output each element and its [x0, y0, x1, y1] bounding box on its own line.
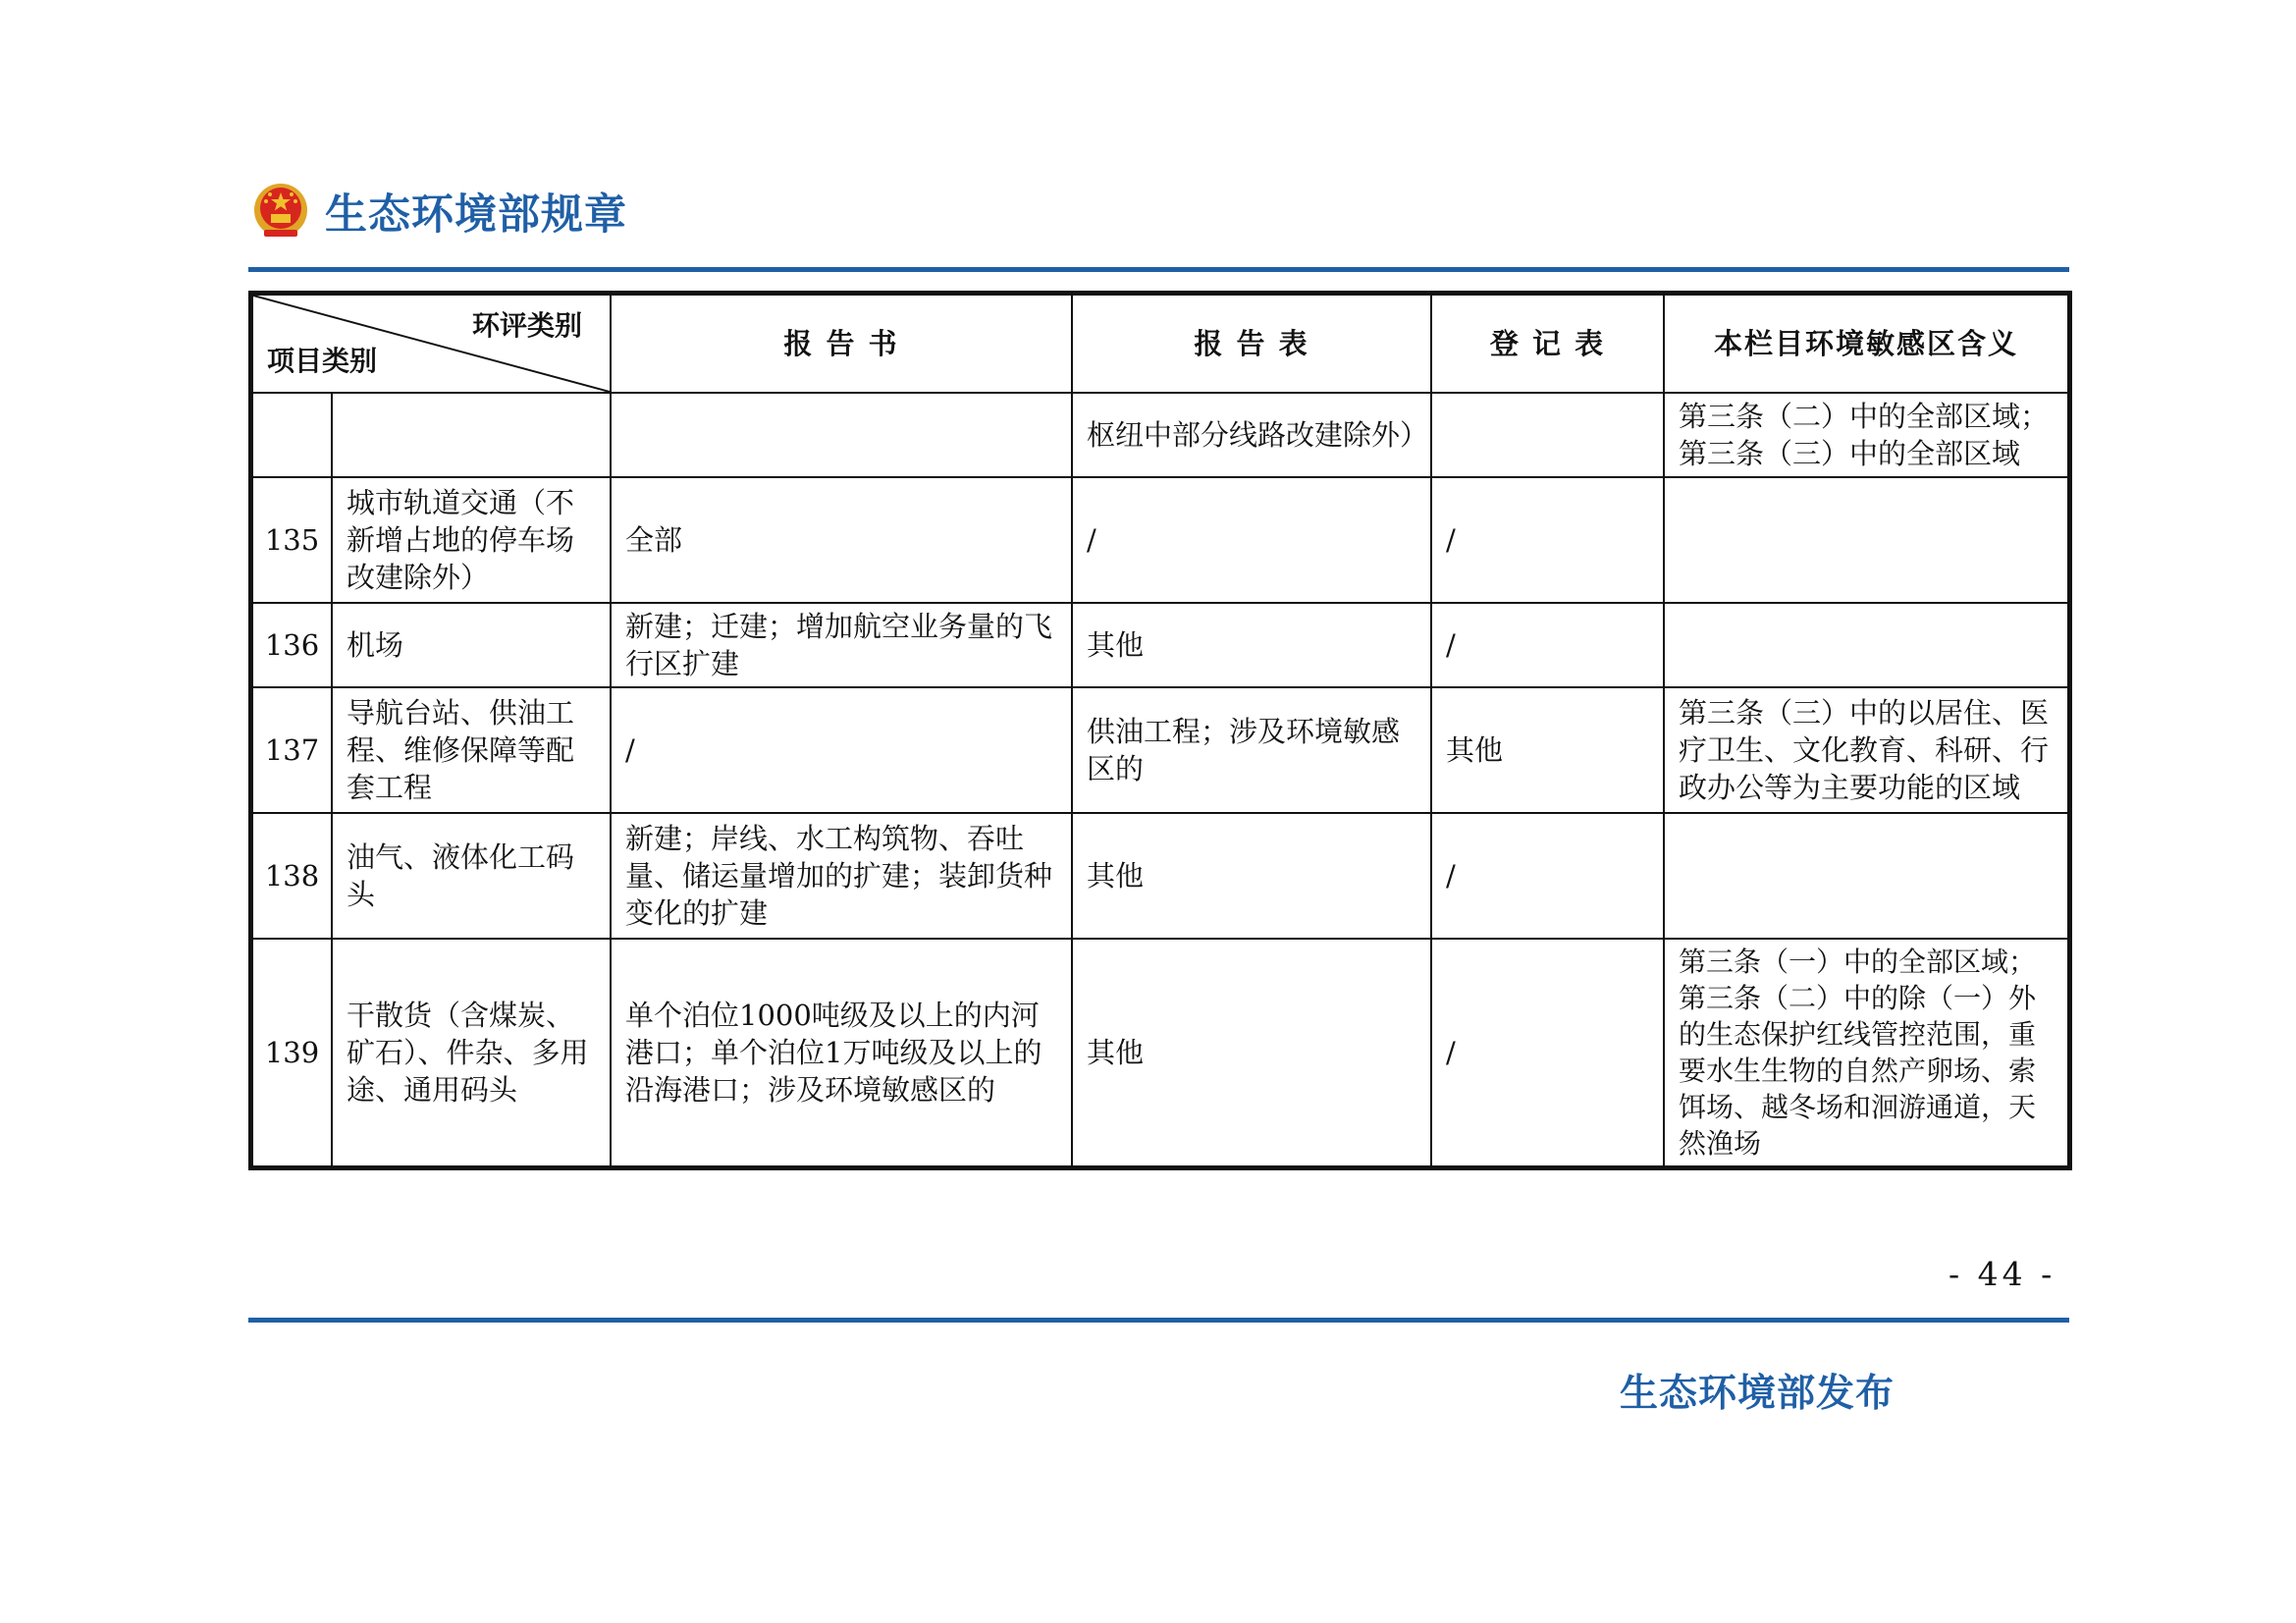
table-row: [252, 603, 2068, 687]
registration-cell: /: [1431, 939, 1664, 1166]
page-number: - 44 -: [1949, 1255, 2056, 1293]
registration-cell: /: [1431, 813, 1664, 939]
header-title: 生态环境部规章: [325, 189, 627, 240]
sensitive-area-cell: [1664, 603, 2068, 687]
project-category-label: 项目类别: [267, 345, 378, 377]
header-divider: [248, 267, 2069, 272]
sensitive-area-cell: 第三条（二）中的全部区域；第三条（三）中的全部区域: [1664, 393, 2068, 477]
report-form-cell: 其他: [1072, 939, 1431, 1166]
project-name: 机场: [332, 603, 611, 687]
sensitive-area-cell: 第三条（一）中的全部区域；第三条（二）中的除（一）外的生态保护红线管控范围，重要水生生物的自然产卵场、索饵场、越冬场和洄游通道，天然渔场: [1664, 939, 2068, 1166]
table-row: [252, 813, 2068, 939]
footer-divider: [248, 1318, 2069, 1323]
report-form-cell: 其他: [1072, 813, 1431, 939]
report-book-cell: 单个泊位1000吨级及以上的内河港口；单个泊位1万吨级及以上的沿海港口；涉及环境敏感区的: [611, 939, 1072, 1166]
table-row: [252, 687, 2068, 813]
page-header: [250, 177, 627, 245]
footer-title: 生态环境部发布: [1620, 1372, 1896, 1416]
report-book-cell: /: [611, 687, 1072, 813]
col-header-report-book: 报 告 书: [611, 295, 1072, 393]
registration-cell: [1431, 393, 1664, 477]
sensitive-area-cell: [1664, 477, 2068, 603]
report-book-cell: 新建；岸线、水工构筑物、吞吐量、储运量增加的扩建；装卸货种变化的扩建: [611, 813, 1072, 939]
project-name: 城市轨道交通（不新增占地的停车场改建除外）: [332, 477, 611, 603]
col-header-report-form: 报 告 表: [1072, 295, 1431, 393]
row-number: 135: [252, 477, 332, 603]
eia-category-table: [251, 294, 2069, 1167]
eia-category-label: 环评类别: [471, 309, 582, 342]
table-header-row: [252, 295, 2068, 393]
col-header-sensitive-area: 本栏目环境敏感区含义: [1664, 295, 2068, 393]
row-number: 136: [252, 603, 332, 687]
registration-cell: 其他: [1431, 687, 1664, 813]
row-number: 139: [252, 939, 332, 1166]
project-name: 导航台站、供油工程、维修保障等配套工程: [332, 687, 611, 813]
report-form-cell: 供油工程；涉及环境敏感区的: [1072, 687, 1431, 813]
row-number: 138: [252, 813, 332, 939]
report-book-cell: [611, 393, 1072, 477]
sensitive-area-cell: [1664, 813, 2068, 939]
report-form-cell: 其他: [1072, 603, 1431, 687]
report-book-cell: 全部: [611, 477, 1072, 603]
registration-cell: /: [1431, 603, 1664, 687]
sensitive-area-cell: 第三条（三）中的以居住、医疗卫生、文化教育、科研、行政办公等为主要功能的区域: [1664, 687, 2068, 813]
report-form-cell: 枢纽中部分线路改建除外）: [1072, 393, 1431, 477]
table-row: [252, 477, 2068, 603]
row-number: [252, 393, 332, 477]
project-name: 油气、液体化工码头: [332, 813, 611, 939]
diagonal-header-cell: [252, 295, 611, 393]
registration-cell: /: [1431, 477, 1664, 603]
national-emblem-icon: [250, 181, 311, 242]
project-name: 干散货（含煤炭、矿石）、件杂、多用途、通用码头: [332, 939, 611, 1166]
table-row: [252, 393, 2068, 477]
report-book-cell: 新建；迁建；增加航空业务量的飞行区扩建: [611, 603, 1072, 687]
report-form-cell: /: [1072, 477, 1431, 603]
table-row: [252, 939, 2068, 1166]
project-name: [332, 393, 611, 477]
row-number: 137: [252, 687, 332, 813]
col-header-registration-form: 登 记 表: [1431, 295, 1664, 393]
